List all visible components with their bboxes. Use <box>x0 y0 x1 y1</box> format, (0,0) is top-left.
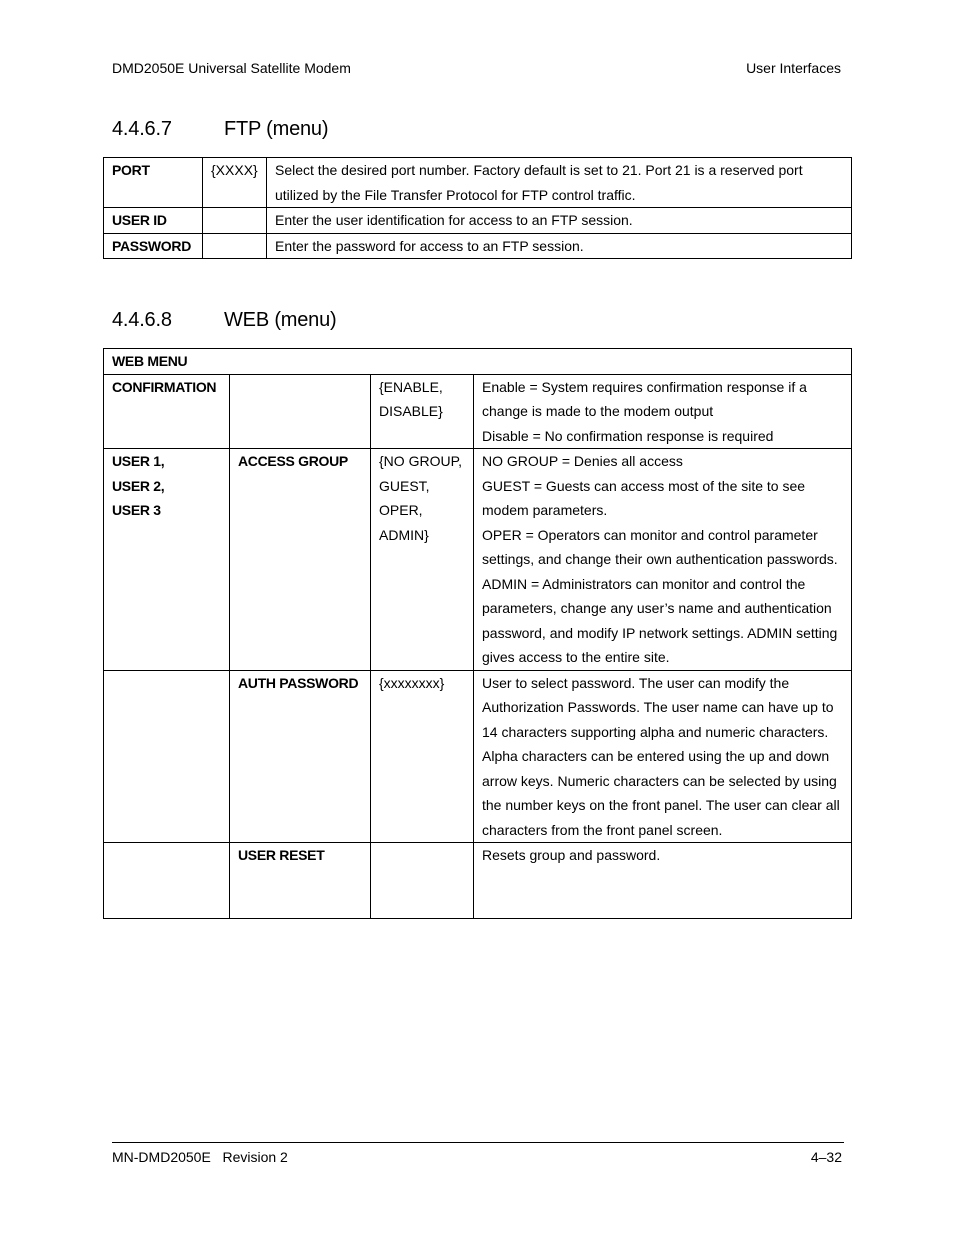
web-user-reset-label: USER RESET <box>230 843 371 919</box>
table-row <box>104 208 852 234</box>
running-header-section: User Interfaces <box>746 60 841 76</box>
footer-document-id: MN-DMD2050E Revision 2 <box>112 1149 288 1165</box>
footer-divider <box>112 1142 844 1143</box>
cell-line: ADMIN} <box>379 526 429 543</box>
ftp-password-value <box>203 233 267 259</box>
ftp-user-id-description: Enter the user identification for access to an FTP session. <box>267 208 852 234</box>
cell-line: User to select password. The user can modify the Authorization Passwords. The user name can have up to 14 characters supporting alpha and numeric characters. Alpha characters can be entered using the up and down arrow keys. Numeric characters can be selected by using the number keys on the front panel. The user can clear all characters from the front panel screen. <box>482 674 840 838</box>
web-confirmation-sub <box>230 374 371 449</box>
cell-line: USER 2, <box>112 477 165 494</box>
ftp-password-description: Enter the password for access to an FTP session. <box>267 233 852 259</box>
web-access-group-description <box>474 449 852 671</box>
cell-line: DISABLE} <box>379 403 443 419</box>
cell-line: GUEST = Guests can access most of the site to see modem parameters. <box>482 477 806 518</box>
cell-line: NO GROUP = Denies all access <box>482 453 683 469</box>
web-access-group-values <box>371 449 474 671</box>
cell-line: ADMIN = Administrators can monitor and control the parameters, change any user’s name and authentication password, and modify IP network settings. ADMIN setting gives access to the entire site. <box>482 575 838 665</box>
table-row <box>104 349 852 375</box>
web-user-reset-description <box>474 843 852 919</box>
running-header-title: DMD2050E Universal Satellite Modem <box>112 60 351 76</box>
web-confirmation-label <box>104 374 230 449</box>
web-auth-empty-cell <box>104 670 230 843</box>
web-menu-table <box>103 348 852 919</box>
ftp-section-number: 4.4.6.7 <box>112 118 172 140</box>
cell-line: Resets group and password. <box>482 847 661 863</box>
cell-line: OPER = Operators can monitor and control parameter settings, and change their own authentication passwords. <box>482 526 838 567</box>
web-access-group-label: ACCESS GROUP <box>230 449 371 671</box>
web-reset-empty-cell <box>104 843 230 919</box>
cell-line: {xxxxxxxx} <box>379 674 445 691</box>
ftp-port-label: PORT <box>104 158 203 208</box>
web-section-heading <box>112 309 336 332</box>
web-menu-header: WEB MENU <box>104 349 852 375</box>
cell-line: Disable = No confirmation response is required <box>482 427 774 444</box>
ftp-port-description: Select the desired port number. Factory default is set to 21. Port 21 is a reserved port utilized by the File Transfer Protocol for FTP control traffic. <box>267 158 852 208</box>
cell-line: GUEST, <box>379 477 430 494</box>
web-auth-password-description <box>474 670 852 843</box>
cell-line: {NO GROUP, <box>379 453 462 469</box>
web-users-label <box>104 449 230 671</box>
web-confirmation-values <box>371 374 474 449</box>
table-row <box>104 374 852 449</box>
cell-line: OPER, <box>379 502 423 518</box>
cell-line: USER 1, <box>112 453 165 469</box>
ftp-user-id-value <box>203 208 267 234</box>
ftp-password-label: PASSWORD <box>104 233 203 259</box>
web-confirmation-description <box>474 374 852 449</box>
ftp-port-value: {XXXX} <box>203 158 267 208</box>
web-section-number: 4.4.6.8 <box>112 309 172 331</box>
cell-line: {ENABLE, <box>379 378 443 395</box>
table-row <box>104 158 852 208</box>
table-row <box>104 843 852 919</box>
ftp-user-id-label: USER ID <box>104 208 203 234</box>
table-row <box>104 670 852 843</box>
cell-line: CONFIRMATION <box>112 378 217 395</box>
table-row <box>104 233 852 259</box>
cell-line: USER 3 <box>112 502 161 518</box>
table-row <box>104 449 852 671</box>
ftp-section-heading <box>112 118 328 141</box>
cell-line: Enable = System requires confirmation response if a change is made to the modem output <box>482 378 807 419</box>
web-user-reset-value <box>371 843 474 919</box>
web-auth-password-value <box>371 670 474 843</box>
web-auth-password-label: AUTH PASSWORD <box>230 670 371 843</box>
ftp-section-title: FTP (menu) <box>224 118 329 140</box>
footer-page-number: 4–32 <box>810 1149 842 1165</box>
ftp-menu-table <box>103 157 852 259</box>
web-section-title: WEB (menu) <box>224 309 337 331</box>
